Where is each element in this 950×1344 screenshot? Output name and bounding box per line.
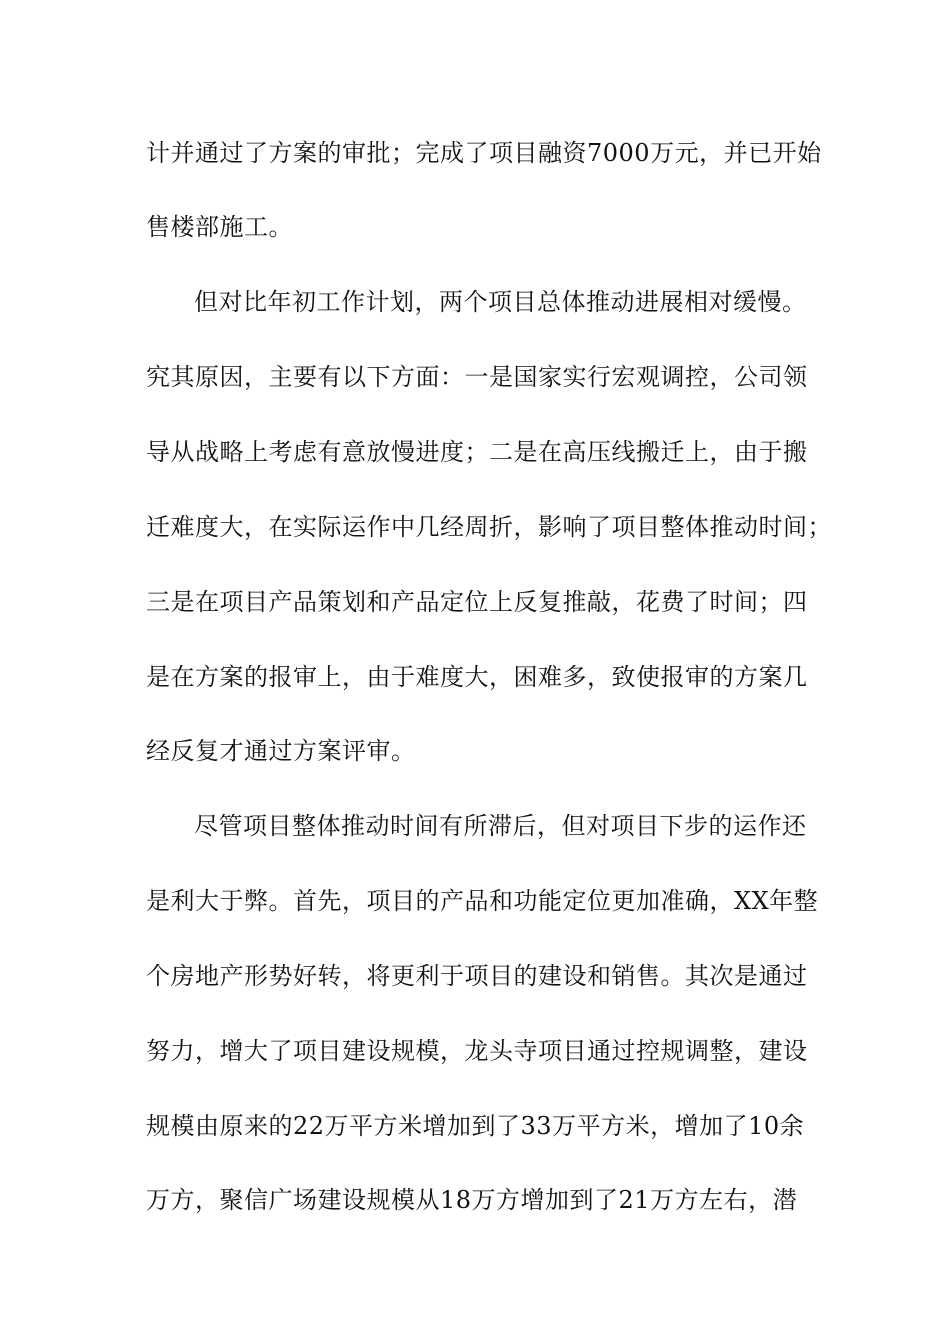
text-line: 究其原因，主要有以下方面：一是国家实行宏观调控，公司领 (146, 363, 808, 391)
text-line: 个房地产形势好转，将更利于项目的建设和销售。其次是通过 (146, 962, 808, 990)
text-line: 努力，增大了项目建设规模，龙头寺项目通过控规调整，建设 (146, 1037, 808, 1065)
text-line: 三是在项目产品策划和产品定位上反复推敲，花费了时间；四 (146, 588, 808, 616)
text-line: 规模由原来的22万平方米增加到了33万平方米，增加了10余 (146, 1112, 805, 1140)
paragraph-start-line: 但对比年初工作计划，两个项目总体推动进展相对缓慢。 (194, 288, 807, 316)
text-line: 是在方案的报审上，由于难度大，困难多，致使报审的方案几 (146, 663, 808, 691)
text-line: 迁难度大，在实际运作中几经周折，影响了项目整体推动时间； (146, 513, 832, 541)
paragraph-start-line: 尽管项目整体推动时间有所滞后，但对项目下步的运作还 (194, 812, 807, 840)
text-line: 导从战略上考虑有意放慢进度；二是在高压线搬迁上，由于搬 (146, 438, 808, 466)
text-line: 计并通过了方案的审批；完成了项目融资7000万元，并已开始 (146, 139, 822, 167)
text-line: 售楼部施工。 (146, 213, 293, 241)
text-line: 是利大于弊。首先，项目的产品和功能定位更加准确，XX年整 (146, 887, 819, 915)
text-line: 万方，聚信广场建设规模从18万方增加到了21万方左右，潜 (146, 1186, 798, 1214)
text-line: 经反复才通过方案评审。 (146, 737, 416, 765)
